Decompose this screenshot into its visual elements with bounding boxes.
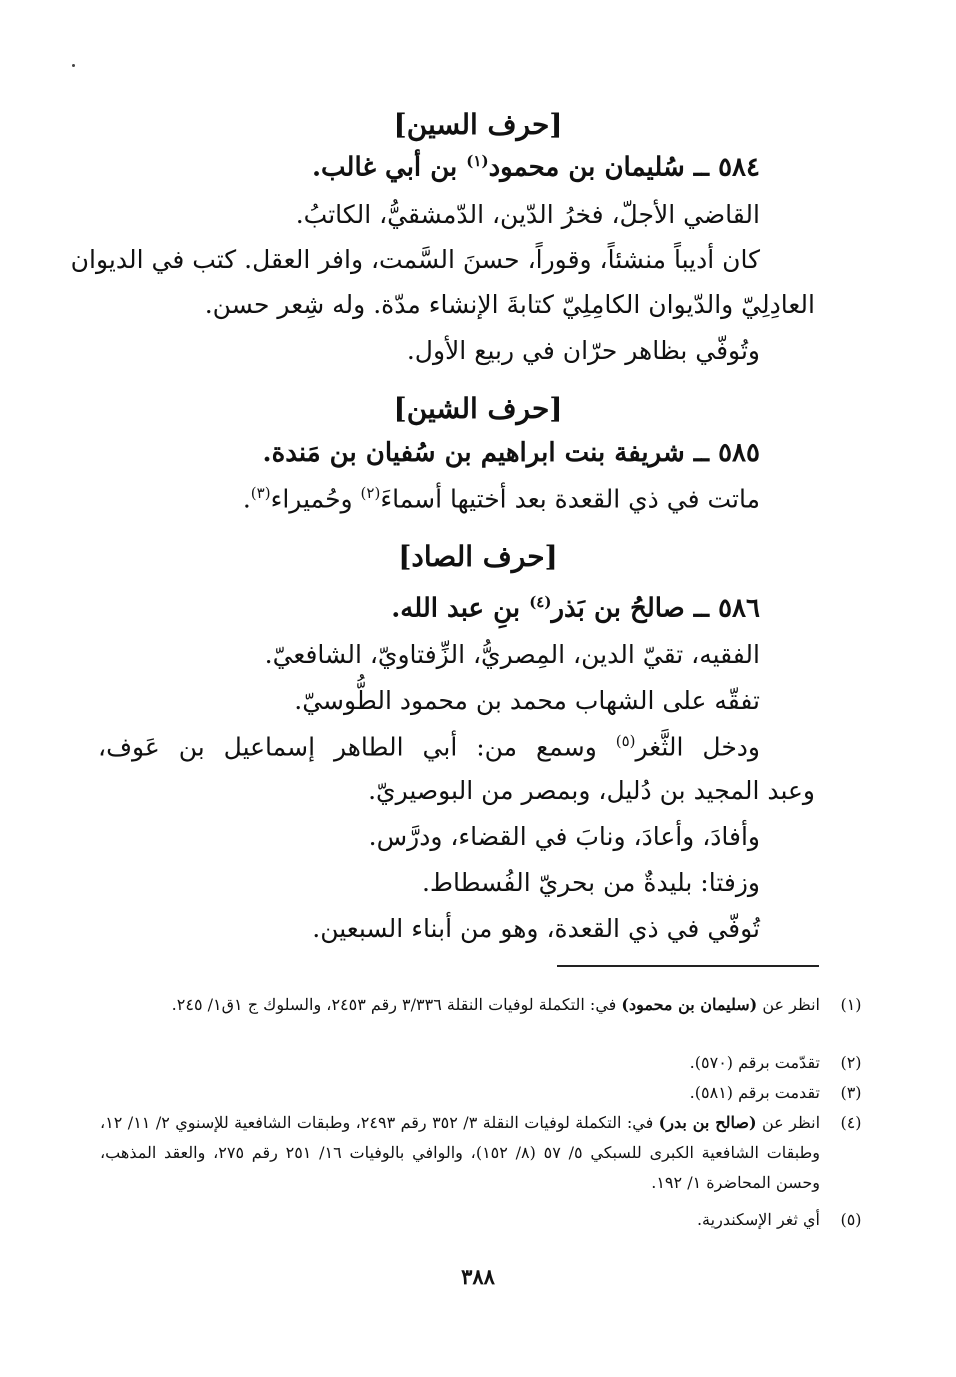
- entry-586-text: وسمع من: أبي الطاهر إسماعيل بن عَوف،: [98, 732, 616, 762]
- entry-584-line: وتُوفّي بظاهر حرّان في ربيع الأول.: [406, 336, 760, 365]
- footnote-5: [100, 1205, 862, 1235]
- entry-586-text: ودخل الثَّغر: [635, 732, 760, 762]
- footnote-text: تقدّمت برقم (٥٧٠).: [689, 1053, 820, 1072]
- letter-heading-shin: [حرف الشين]: [393, 392, 563, 425]
- footnote-2: [100, 1048, 862, 1078]
- footnote-ref-3: (٣): [250, 484, 271, 502]
- letter-heading-sin: [حرف السين]: [393, 108, 563, 141]
- entry-586-line: تفقّه على الشهاب محمد بن محمود الطُّوسيّ.: [294, 686, 760, 715]
- entry-586-title: [391, 593, 760, 624]
- entry-585-title: ٥٨٥ ــ شريفة بنت ابراهيم بن سُفيان بن مَندة.: [262, 438, 760, 468]
- entry-584-name: ٥٨٤ ــ سُليمان بن محمود: [488, 152, 760, 183]
- footnote-number: (١): [840, 995, 862, 1014]
- footnote-ref-5: (٥): [615, 732, 636, 750]
- footnote-text: [100, 990, 820, 1020]
- footnote-ref-1: (١): [466, 152, 489, 170]
- entry-586-name-cont: بنِ عبد الله.: [391, 593, 530, 624]
- entry-586-line: وعبد المجيد بن دُليل، وبمصر من البوصيريّ.: [368, 776, 815, 805]
- entry-586-line: الفقيه، تقيّ الدين، المِصريُّ، الزِّفتاويّ، الشافعيّ.: [264, 640, 760, 669]
- page-number: ٣٨٨: [461, 1264, 495, 1289]
- stray-mark: [72, 64, 75, 67]
- footnote-number: (٤): [840, 1113, 862, 1132]
- entry-585-line: [243, 484, 760, 513]
- footnote-separator: [557, 965, 819, 967]
- entry-584-line: القاضي الأجلّ، فخرُ الدّين، الدّمشقيُّ، الكاتبُ.: [295, 200, 760, 229]
- footnote-text-part: في: التكملة لوفيات النقلة ٣/ ٣٥٢ رقم ٢٤٩٣، وطبقات الشافعية للإسنوي ٢/ ١١/ ١٢، وطبقات الشافعية الكبرى للسبكي ٥/ ٥٧ (٨/ ١٥٢)، والوافي بالوفيات ١٦/ ٢٥١ رقم ٢٧٥، والعقد المذهب، وحسن المحاضرة ١/ ١٩٢.: [100, 1113, 821, 1192]
- footnote-subject: (سليمان بن محمود): [621, 995, 758, 1014]
- entry-586-line: [98, 732, 760, 761]
- entry-584-title: [312, 152, 760, 183]
- footnote-text: تقدمت برقم (٥٨١).: [689, 1083, 820, 1102]
- footnote-text-part: في: التكملة لوفيات النقلة ٣/٣٣٦ رقم ٢٤٥٣، والسلوك ج ١ق١/ ٢٤٥.: [171, 995, 622, 1014]
- entry-586-name: ٥٨٦ ــ صالحُ بن بَذر: [551, 593, 760, 624]
- footnote-ref-2: (٢): [360, 484, 381, 502]
- entry-584-name-cont: بن أبي غالب.: [311, 152, 467, 183]
- footnote-number: (٣): [840, 1083, 862, 1102]
- footnote-text-part: انظر عن: [756, 1113, 821, 1132]
- footnote-text-part: انظر عن: [757, 995, 820, 1014]
- footnote-text: أي ثغر الإسكندرية.: [696, 1210, 820, 1229]
- entry-585-text: ماتت في ذي القعدة بعد أختيها أسماءَ: [380, 484, 760, 514]
- entry-586-line: تُوفّي في ذي القعدة، وهو من أبناء السبعين.: [312, 914, 760, 943]
- letter-heading-sad: [حرف الصاد]: [398, 540, 558, 573]
- entry-584-line: كان أديباً منشئاً، وقوراً، حسنَ السَّمت، وافر العقل. كتب في الديوان: [70, 245, 760, 274]
- footnote-3: [100, 1078, 862, 1108]
- footnote-ref-4: (٤): [529, 593, 552, 611]
- entry-586-line: وزفتا: بليدةٌ من بحريّ الفُسطاط.: [421, 868, 760, 897]
- footnote-subject: (صالح بن بدر): [658, 1113, 757, 1132]
- footnote-4: [100, 1108, 862, 1198]
- footnote-text: [100, 1108, 820, 1198]
- entry-586-line: وأفادَ، وأعادَ، ونابَ في القضاء، ودرَّس.: [368, 822, 760, 851]
- footnote-1: [100, 990, 862, 1020]
- entry-584-line: العادِلِيّ والدّيوان الكامِلِيّ كتابةَ الإنشاء مدّة. وله شِعر حسن.: [204, 290, 815, 319]
- footnote-number: (٢): [840, 1053, 862, 1072]
- entry-585-text: .: [242, 484, 251, 514]
- entry-585-text: وحُميراء: [270, 484, 361, 514]
- footnote-number: (٥): [840, 1210, 862, 1229]
